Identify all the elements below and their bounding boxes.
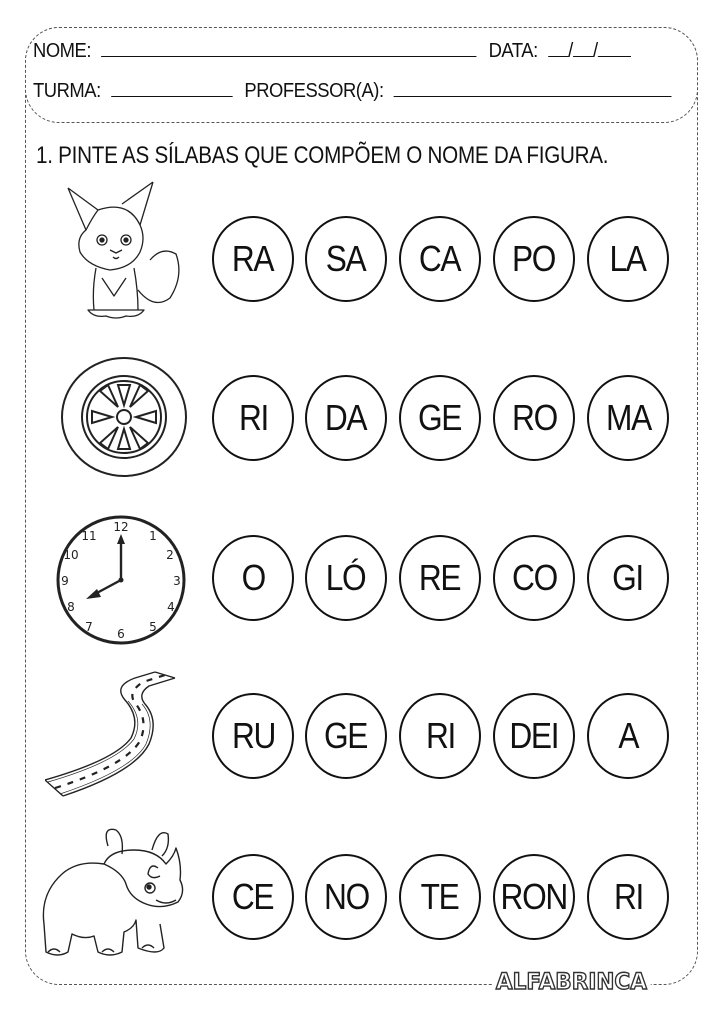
syllable-label: TE xyxy=(421,876,459,917)
svg-text:7: 7 xyxy=(85,620,93,634)
syllable-circle[interactable] xyxy=(587,535,669,621)
teacher-label: PROFESSOR(A): xyxy=(244,80,384,102)
syllable-label: DEI xyxy=(509,715,559,756)
road-icon xyxy=(45,668,190,798)
syllable-label: CO xyxy=(511,557,557,598)
syllable-label: O xyxy=(241,557,265,598)
syllable-circle[interactable] xyxy=(212,693,294,779)
date-label: DATA: xyxy=(488,40,538,62)
syllable-circle[interactable] xyxy=(212,854,294,940)
date-year-field[interactable] xyxy=(598,40,631,57)
syllable-circle[interactable] xyxy=(493,535,575,621)
syllable-label: PO xyxy=(512,238,556,279)
wheel-icon xyxy=(60,355,188,479)
syllable-label: RI xyxy=(238,397,268,438)
syllable-circle[interactable] xyxy=(212,375,294,461)
svg-text:1: 1 xyxy=(149,529,157,543)
syllable-circle[interactable] xyxy=(493,375,575,461)
syllable-circle[interactable] xyxy=(587,216,669,302)
syllable-label: RU xyxy=(231,715,275,756)
brand-logo: ALFABRINCA xyxy=(492,970,651,995)
syllable-circle[interactable] xyxy=(399,854,481,940)
exercise-instruction: 1. PINTE AS SÍLABAS QUE COMPÕEM O NOME DA FIGURA. xyxy=(36,142,609,169)
syllable-circle[interactable] xyxy=(493,693,575,779)
syllable-circle[interactable] xyxy=(305,535,387,621)
class-field[interactable] xyxy=(111,80,232,97)
syllable-label: GI xyxy=(612,557,644,598)
syllable-circle[interactable] xyxy=(399,535,481,621)
teacher-field[interactable] xyxy=(394,80,672,97)
syllable-label: RO xyxy=(511,397,557,438)
syllable-label: NO xyxy=(323,876,369,917)
syllable-circle[interactable] xyxy=(212,535,294,621)
syllable-circle[interactable] xyxy=(212,216,294,302)
clock-icon xyxy=(55,514,187,646)
syllable-label: LA xyxy=(609,238,647,279)
svg-text:4: 4 xyxy=(167,600,175,614)
svg-text:9: 9 xyxy=(61,574,69,588)
svg-text:8: 8 xyxy=(67,600,75,614)
syllable-circle[interactable] xyxy=(305,854,387,940)
syllable-label: CE xyxy=(232,876,274,917)
svg-text:11: 11 xyxy=(81,529,97,543)
date-month-field[interactable] xyxy=(573,40,593,57)
name-field[interactable] xyxy=(101,40,476,57)
syllable-label: RE xyxy=(419,557,461,598)
syllable-circle[interactable] xyxy=(399,375,481,461)
syllable-label: SA xyxy=(326,238,366,279)
syllable-label: CA xyxy=(419,238,461,279)
fox-icon xyxy=(58,180,188,320)
syllable-circle[interactable] xyxy=(493,854,575,940)
svg-text:3: 3 xyxy=(173,574,181,588)
svg-text:5: 5 xyxy=(149,620,157,634)
syllable-label: GE xyxy=(324,715,368,756)
svg-text:2: 2 xyxy=(166,548,174,562)
rhinoceros-icon xyxy=(38,824,198,964)
syllable-circle[interactable] xyxy=(305,216,387,302)
syllable-label: RON xyxy=(500,876,568,917)
date-day-field[interactable] xyxy=(548,40,568,57)
syllable-label: LÓ xyxy=(326,557,366,598)
syllable-label: MA xyxy=(605,397,651,438)
syllable-circle[interactable] xyxy=(399,216,481,302)
name-label: NOME: xyxy=(33,40,92,62)
syllable-label: A xyxy=(618,715,638,756)
svg-text:6: 6 xyxy=(117,627,125,641)
svg-text:10: 10 xyxy=(63,548,79,562)
syllable-circle[interactable] xyxy=(305,375,387,461)
syllable-circle[interactable] xyxy=(587,854,669,940)
syllable-label: RI xyxy=(613,876,643,917)
class-line xyxy=(33,80,672,103)
class-label: TURMA: xyxy=(33,80,101,102)
syllable-label: RI xyxy=(425,715,455,756)
svg-text:12: 12 xyxy=(113,520,129,534)
syllable-circle[interactable] xyxy=(587,693,669,779)
syllable-label: GE xyxy=(418,397,462,438)
syllable-circle[interactable] xyxy=(399,693,481,779)
syllable-circle[interactable] xyxy=(305,693,387,779)
syllable-circle[interactable] xyxy=(587,375,669,461)
name-line: NOME: DATA: / / xyxy=(33,40,631,63)
syllable-label: DA xyxy=(325,397,367,438)
syllable-circle[interactable] xyxy=(493,216,575,302)
syllable-label: RA xyxy=(232,238,274,279)
